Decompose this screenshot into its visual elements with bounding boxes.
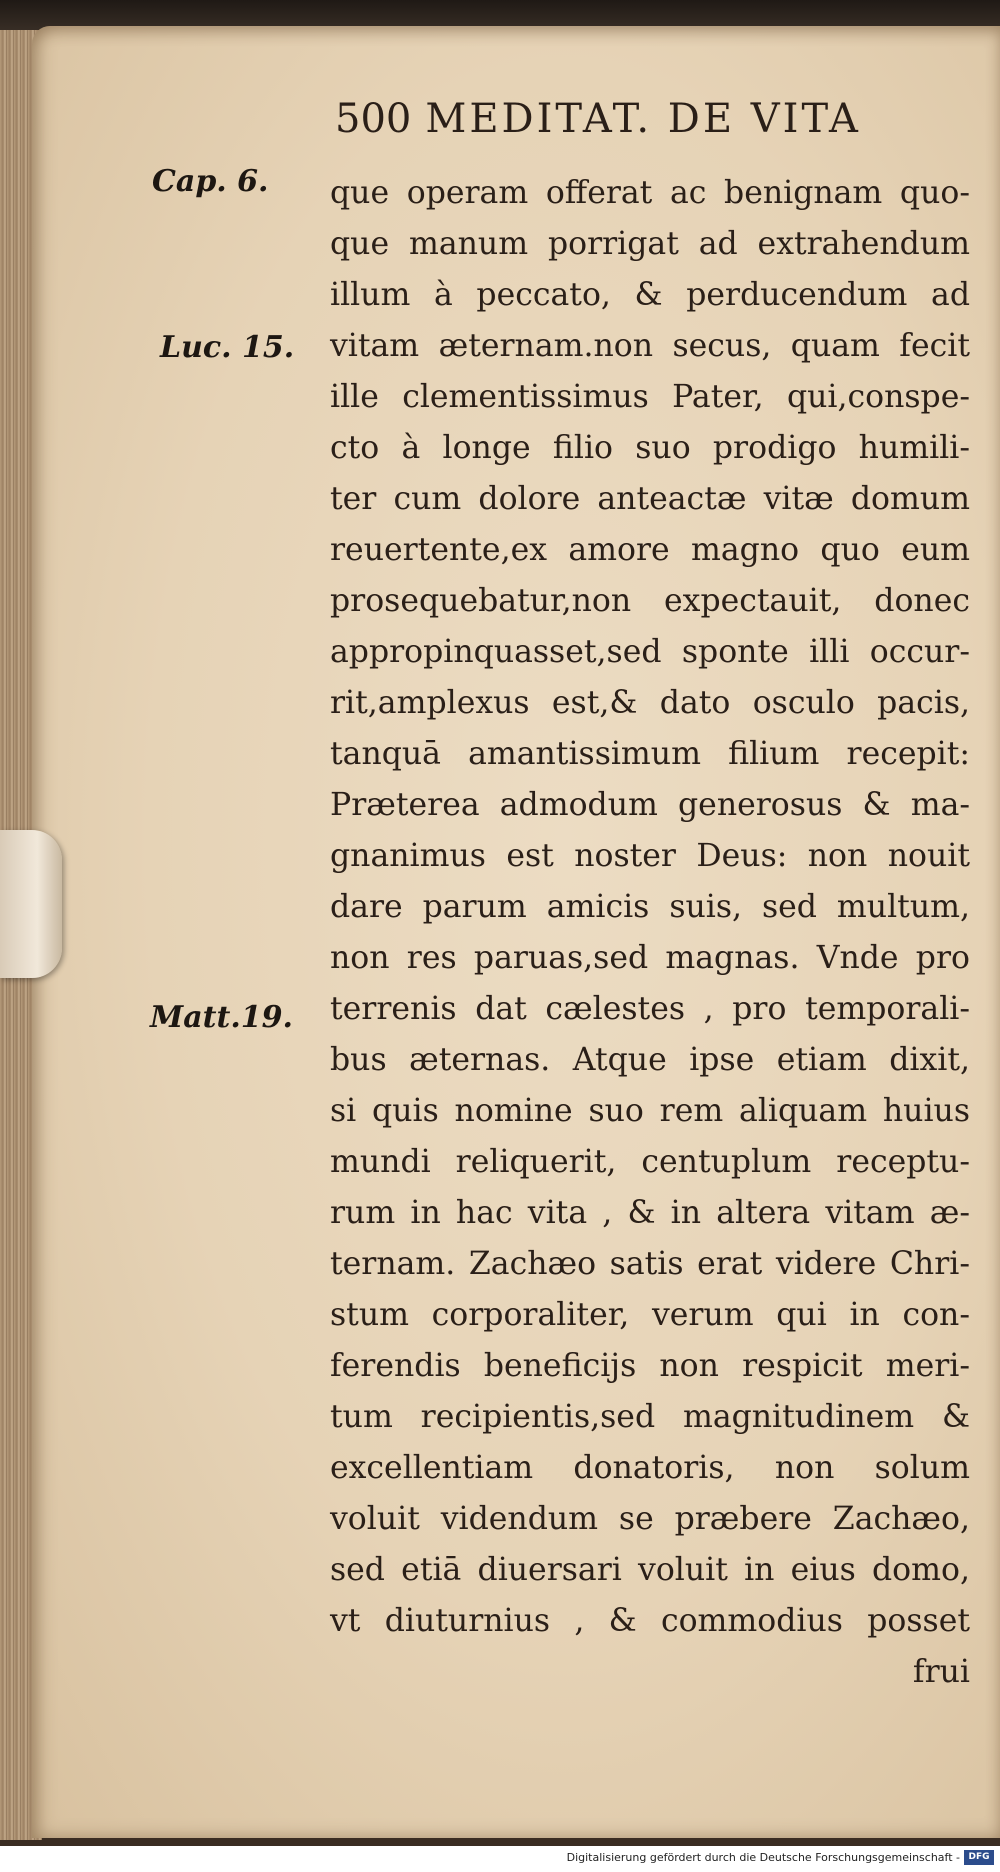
text-line: tum recipientis,sed magnitudinem & bbox=[330, 1399, 970, 1435]
text-line: rum in hac vita , & in altera vitam æ- bbox=[330, 1195, 970, 1231]
text-line: dare parum amicis suis, sed multum, bbox=[330, 889, 970, 925]
text-line: tanquā amantissimum filium recepit: bbox=[330, 736, 970, 772]
running-head bbox=[335, 96, 861, 142]
text-line: ternam. Zachæo satis erat videre Chri- bbox=[330, 1246, 970, 1282]
marginal-note-luc: Luc. 15. bbox=[160, 330, 295, 365]
text-line: vt diuturnius , & commodius posset bbox=[330, 1603, 970, 1639]
text-line: prosequebatur,non expectauit, donec bbox=[330, 583, 970, 619]
text-line: ferendis beneficijs non respicit meri- bbox=[330, 1348, 970, 1384]
text-line: ille clementissimus Pater, qui,conspe- bbox=[330, 379, 970, 415]
text-line: terrenis dat cælestes , pro temporali- bbox=[330, 991, 970, 1027]
text-line: bus æternas. Atque ipse etiam dixit, bbox=[330, 1042, 970, 1078]
catchword: frui bbox=[912, 1654, 970, 1690]
text-line: si quis nomine suo rem aliquam huius bbox=[330, 1093, 970, 1129]
text-line: que operam offerat ac benignam quo- bbox=[330, 175, 970, 211]
text-line: excellentiam donatoris, non solum bbox=[330, 1450, 970, 1486]
page-number: 500 bbox=[335, 96, 412, 142]
dfg-logo-icon: DFG bbox=[964, 1850, 994, 1865]
text-line: vitam æternam.non secus, quam fecit bbox=[330, 328, 970, 364]
digitization-credit: Digitalisierung gefördert durch die Deutsche Forschungsgemeinschaft - bbox=[566, 1851, 960, 1864]
marginal-note-matt: Matt.19. bbox=[150, 1000, 293, 1035]
text-line: sed etiā diuersari voluit in eius domo, bbox=[330, 1552, 970, 1588]
text-line: rit,amplexus est,& dato osculo pacis, bbox=[330, 685, 970, 721]
text-line: ter cum dolore anteactæ vitæ domum bbox=[330, 481, 970, 517]
marginal-note-cap: Cap. 6. bbox=[152, 164, 269, 199]
text-line: reuertente,ex amore magno quo eum bbox=[330, 532, 970, 568]
text-line: stum corporaliter, verum qui in con- bbox=[330, 1297, 970, 1333]
text-line: gnanimus est noster Deus: non nouit bbox=[330, 838, 970, 874]
text-line: mundi reliquerit, centuplum receptu- bbox=[330, 1144, 970, 1180]
text-line: appropinquasset,sed sponte illi occur- bbox=[330, 634, 970, 670]
text-line: que manum porrigat ad extrahendum bbox=[330, 226, 970, 262]
book-clasp bbox=[0, 830, 62, 978]
text-line: cto à longe filio suo prodigo humili- bbox=[330, 430, 970, 466]
body-text bbox=[330, 168, 970, 1698]
text-line: illum à peccato, & perducendum ad bbox=[330, 277, 970, 313]
text-line: non res paruas,sed magnas. Vnde pro bbox=[330, 940, 970, 976]
running-title: MEDITAT. DE VITA bbox=[425, 96, 861, 142]
text-line: voluit videndum se præbere Zachæo, bbox=[330, 1501, 970, 1537]
text-line: Præterea admodum generosus & ma- bbox=[330, 787, 970, 823]
